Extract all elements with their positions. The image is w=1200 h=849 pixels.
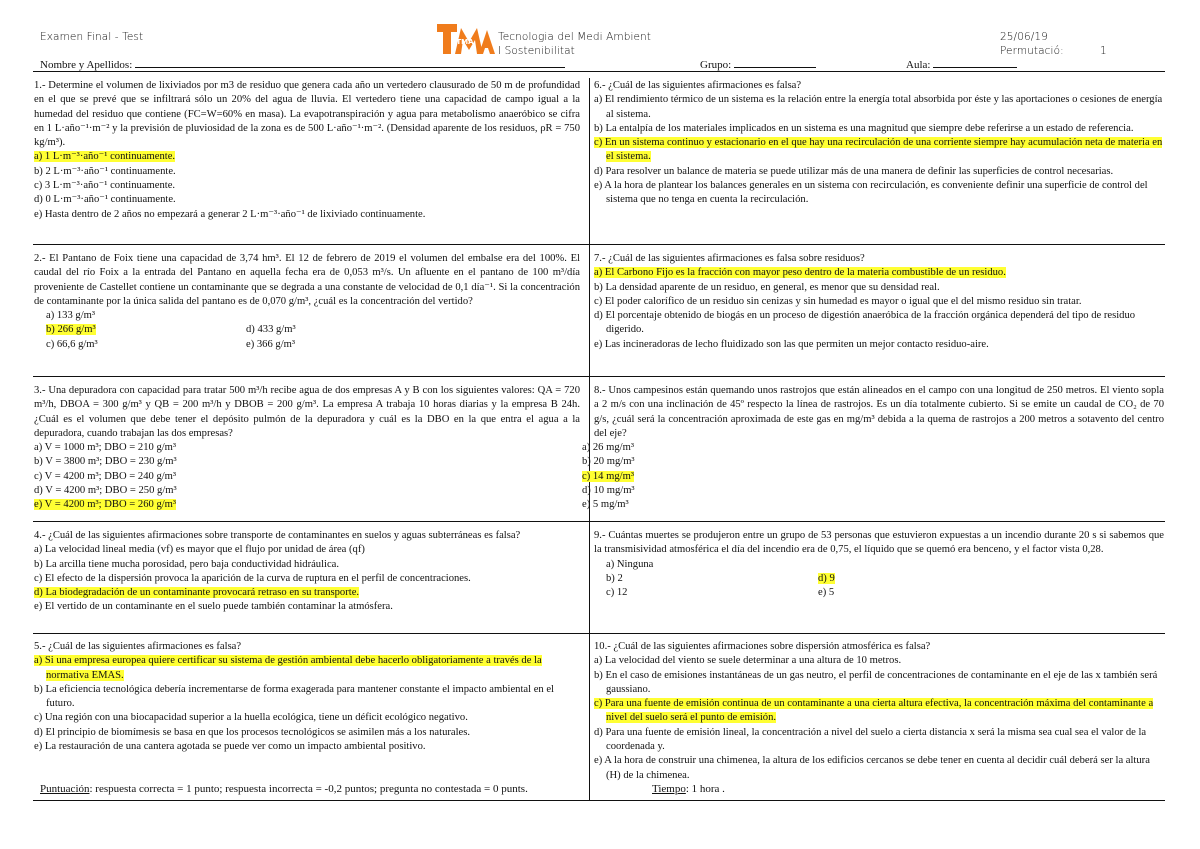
option-e[interactable]: e) El vertido de un contaminante en el suelo puede también contaminar la atmósfera. (34, 601, 393, 613)
option-a[interactable]: a) 133 g/m³ (46, 310, 96, 322)
time-note (652, 783, 725, 795)
option-b[interactable]: b) 2 L·m⁻³·año⁻¹ continuamente. (34, 165, 176, 177)
option-c[interactable]: c) 12 (606, 587, 628, 599)
question-stem: 1.- Determine el volumen de lixiviados por m3 de residuo que genera cada año un vertedero clausurado de 50 m de profundidad en el que se prevé que se infiltrará sólo un 20% del agua de lluvia. El vertedero tiene una capacidad de campo igual a la humedad del residuo que contiene (FC=W=60% en masa). La evapotranspiración y agua para metabolismo anaeróbico se cifra en 1 L·año⁻¹·m⁻² y la previsión de pluviosidad de la zona es de 500 L·año⁻¹·m⁻². (Densidad aparente de los residuos, ρR = 750 kg/m³). (34, 80, 580, 149)
name-field[interactable] (40, 57, 565, 71)
option-d[interactable]: d) El principio de biomímesis se basa en que los procesos tecnológicos se asimilen más a los naturales. (34, 726, 471, 738)
question-stem: 9.- Cuántas muertes se produjeron entre un grupo de 53 personas que estuvieron expuestas a un incendio durante 20 s si sabemos que la transmisividad atmosférica el día del incendio era de 0,75, el líquido que se quemó era benceno, y el factor vista 0,28. (594, 530, 1164, 556)
option-e[interactable]: e) 5 (818, 587, 835, 599)
question-3 (34, 384, 580, 513)
question-10 (594, 640, 1164, 783)
option-a[interactable]: a) El Carbono Fijo es la fracción con mayor peso dentro de la materia combustible de un residuo. (594, 267, 1006, 279)
option-c[interactable]: c) El poder calorífico de un residuo sin cenizas y sin humedad es mayor o igual que el del mismo residuo sin tratar. (594, 295, 1082, 307)
option-b[interactable]: b) La eficiencia tecnológica debería incrementarse de forma exagerada para mantener constante el impacto ambiental en el futuro. (34, 683, 554, 710)
group-field[interactable] (700, 57, 816, 71)
option-a[interactable]: a) Si una empresa europea quiere certificar su sistema de gestión ambiental debe hacerlo obligatoriamente a través de la normativa EMAS. (34, 655, 542, 681)
option-d[interactable]: d) Para una fuente de emisión lineal, la concentración a nivel del suelo a cierta distancia x será la misma sea cual sea el valor de la coordenada y. (594, 726, 1147, 753)
time-text: : 1 hora . (685, 783, 725, 795)
room-blank[interactable] (933, 57, 1017, 68)
option-c[interactable]: c) 3 L·m⁻³·año⁻¹ continuamente. (34, 180, 176, 192)
question-2 (34, 252, 580, 352)
scoring-text: : respuesta correcta = 1 punto; respuesta incorrecta = -0,2 puntos; pregunta no contestada = 0 punts. (89, 783, 528, 795)
option-c[interactable]: c) V = 4200 m³; DBO = 240 g/m³ (34, 470, 177, 482)
group-blank[interactable] (734, 57, 816, 68)
question-stem: 8.- Unos campesinos están quemando unos rastrojos que están alineados en el campo con una longitud de 250 metros. El viento sopla a 2 m/s con una inclinación de 45º respecto la línea de rastrojos. Es un día totalmente cubierto. Si se emite un caudal de CO₂ de 70 g/s, ¿cuál será la concentración aproximada de este gas en mg/m³ debida a la quema de rastrojos a 200 metros a sotavento del centro del eje? (594, 385, 1164, 439)
scoring-label: Puntuación (40, 783, 90, 795)
option-e[interactable]: e) Hasta dentro de 2 años no empezará a generar 2 L·m⁻³·año⁻¹ de lixiviado continuamente. (34, 208, 426, 220)
option-b[interactable]: b) La densidad aparente de un residuo, en general, es menor que su densidad real. (594, 281, 940, 293)
option-e[interactable]: e) La restauración de una cantera agotada se puede ver como un impacto ambiental positivo. (34, 741, 426, 753)
option-d[interactable]: d) V = 4200 m³; DBO = 250 g/m³ (34, 485, 177, 497)
option-a[interactable]: a) El rendimiento térmico de un sistema es la relación entre la energía total absorbida por éste y las aportaciones o cesiones de energía al sistema. (594, 94, 1163, 120)
scoring-note (40, 783, 528, 795)
question-6 (594, 79, 1164, 208)
divider-row-1 (33, 244, 1165, 245)
option-a[interactable]: a) 26 mg/m³ (582, 442, 635, 454)
question-9 (594, 529, 1164, 600)
option-b[interactable]: b) La entalpía de los materiales implicados en un sistema es una magnitud que siempre debe referirse a un estado de referencia. (594, 122, 1134, 134)
exam-date: 25/06/19 (1000, 31, 1048, 43)
option-d[interactable]: d) Para resolver un balance de materia se puede utilizar más de una manera de definir las superficies de control necesarias. (594, 165, 1114, 177)
option-e[interactable]: e) Las incineradoras de lecho fluidizado son las que permiten un mejor contacto residuo-aire. (594, 338, 989, 350)
tma-logo (435, 18, 497, 58)
room-field[interactable] (906, 57, 1017, 71)
option-a[interactable]: a) 1 L·m⁻³·año⁻¹ continuamente. (34, 151, 176, 163)
option-d[interactable]: d) 0 L·m⁻³·año⁻¹ continuamente. (34, 194, 176, 206)
option-d[interactable]: d) 433 g/m³ (246, 324, 296, 336)
question-stem: 6.- ¿Cuál de las siguientes afirmaciones es falsa? (594, 80, 802, 91)
option-c[interactable]: c) Para una fuente de emisión continua de un contaminante a una cierta altura efectiva, la concentración máxima del contaminante a nivel del suelo será el punto de emisión. (594, 698, 1154, 724)
exam-title: Examen Final - Test (40, 31, 144, 43)
option-d[interactable]: d) La biodegradación de un contaminante provocará retraso en su transporte. (34, 587, 360, 599)
permutation-value: 1 (1100, 45, 1107, 57)
option-b[interactable]: b) 20 mg/m³ (582, 456, 635, 468)
option-c[interactable]: c) En un sistema continuo y estacionario en el que hay una recirculación de una corriente siempre hay acumulación neta de materia en el sistema. (594, 137, 1163, 163)
option-d[interactable]: d) 9 (818, 572, 835, 584)
divider-bottom (33, 800, 1165, 801)
question-5 (34, 640, 580, 754)
divider-top (33, 71, 1165, 72)
divider-vertical (589, 78, 590, 800)
course-subtitle: I Sostenibilitat (498, 45, 575, 57)
option-e[interactable]: e) A la hora de plantear los balances generales en un sistema con recirculación, es conveniente definir una superficie de control del sistema que no tenga en cuenta la recirculación. (594, 180, 1148, 206)
permutation-label: Permutació: (1000, 45, 1064, 57)
question-stem: 10.- ¿Cuál de las siguientes afirmaciones sobre dispersión atmosférica es falsa? (594, 641, 931, 652)
option-a[interactable]: a) V = 1000 m³; DBO = 210 g/m³ (34, 442, 177, 454)
question-1 (34, 79, 580, 222)
option-e[interactable]: e) 366 g/m³ (246, 338, 296, 350)
option-c[interactable]: c) 14 mg/m³ (582, 470, 635, 482)
question-stem: 5.- ¿Cuál de las siguientes afirmaciones es falsa? (34, 641, 242, 652)
option-b[interactable]: b) 2 (606, 572, 623, 584)
option-b[interactable]: b) La arcilla tiene mucha porosidad, pero baja conductividad hidráulica. (34, 558, 340, 570)
divider-row-3 (33, 521, 1165, 522)
time-label: Tiempo (652, 783, 686, 795)
name-label: Nombre y Apellidos: (40, 59, 133, 71)
option-a[interactable]: a) Ninguna (606, 558, 654, 570)
question-stem: 7.- ¿Cuál de las siguientes afirmaciones es falsa sobre residuos? (594, 253, 865, 264)
option-c[interactable]: c) El efecto de la dispersión provoca la aparición de la curva de ruptura en el perfil de concentraciones. (34, 572, 471, 584)
option-e[interactable]: e) A la hora de construir una chimenea, la altura de los edificios cercanos se debe tener en cuenta al decidir cuál deberá ser la altura (H) de la chimenea. (594, 755, 1150, 781)
logo-text: TMA (456, 38, 474, 46)
question-stem: 2.- El Pantano de Foix tiene una capacidad de 3,74 hm³. El 12 de febrero de 2019 el volumen del embalse era del 100%. El caudal del río Foix a la entrada del Pantano en aquella fecha era de 0,053 m³/s. Un afluente en el pantano de 100 m³/día proveniente de Castellet contiene un contaminante que se degrada a una constante de velocidad de 0,1 día⁻¹. Si la concentración de contaminante por la única salida del pantano es de 0,070 g/m³, ¿cuál es la concentración del vertido? (34, 253, 580, 307)
option-c[interactable]: c) 66,6 g/m³ (46, 338, 98, 350)
question-4 (34, 529, 580, 615)
room-label: Aula: (906, 59, 931, 71)
name-blank[interactable] (135, 57, 565, 68)
option-d[interactable]: d) 10 mg/m³ (582, 485, 635, 497)
option-a[interactable]: a) La velocidad lineal media (vf) es mayor que el flujo por unidad de área (qf) (34, 544, 365, 556)
option-a[interactable]: a) La velocidad del viento se suele determinar a una altura de 10 metros. (594, 655, 902, 667)
option-b[interactable]: b) En el caso de emisiones instantáneas de un gas neutro, el perfil de concentraciones de contaminante en el eje de las x también será gaussiano. (594, 669, 1158, 695)
question-8 (582, 384, 1164, 513)
option-b[interactable]: b) V = 3800 m³; DBO = 230 g/m³ (34, 456, 177, 468)
option-e[interactable]: e) 5 mg/m³ (582, 499, 629, 511)
option-d[interactable]: d) El porcentaje obtenido de biogás en un proceso de digestión anaeróbica de la fracción orgánica dependerá del tipo de residuo digerido. (594, 310, 1136, 336)
divider-row-4 (33, 633, 1165, 634)
question-7 (594, 252, 1164, 352)
question-stem: 4.- ¿Cuál de las siguientes afirmaciones sobre transporte de contaminantes en suelos y aguas subterráneas es falsa? (34, 530, 521, 541)
option-c[interactable]: c) Una región con una biocapacidad superior a la huella ecológica, tiene un déficit ecológico negativo. (34, 712, 468, 724)
group-label: Grupo: (700, 59, 732, 71)
question-stem: 3.- Una depuradora con capacidad para tratar 500 m³/h recibe agua de dos empresas A y B con los siguientes valores: QA = 720 m³/h, DBOA = 300 g/m³ y QB = 200 m³/h y DBOB = 200 g/m³. La empresa A trabaja 10 horas diarias y la empresa B 24h. ¿Cuál es el volumen que debe tener el depósito pulmón de la depuradora y cuál es la DBO en la que entra el agua a la depuradora, cuando trabajan las dos empresas? (34, 385, 580, 439)
option-e[interactable]: e) V = 4200 m³; DBO = 260 g/m³ (34, 499, 177, 511)
course-title: Tecnologia del Medi Ambient (498, 31, 652, 43)
option-b[interactable]: b) 266 g/m³ (46, 324, 96, 336)
divider-row-2 (33, 376, 1165, 377)
